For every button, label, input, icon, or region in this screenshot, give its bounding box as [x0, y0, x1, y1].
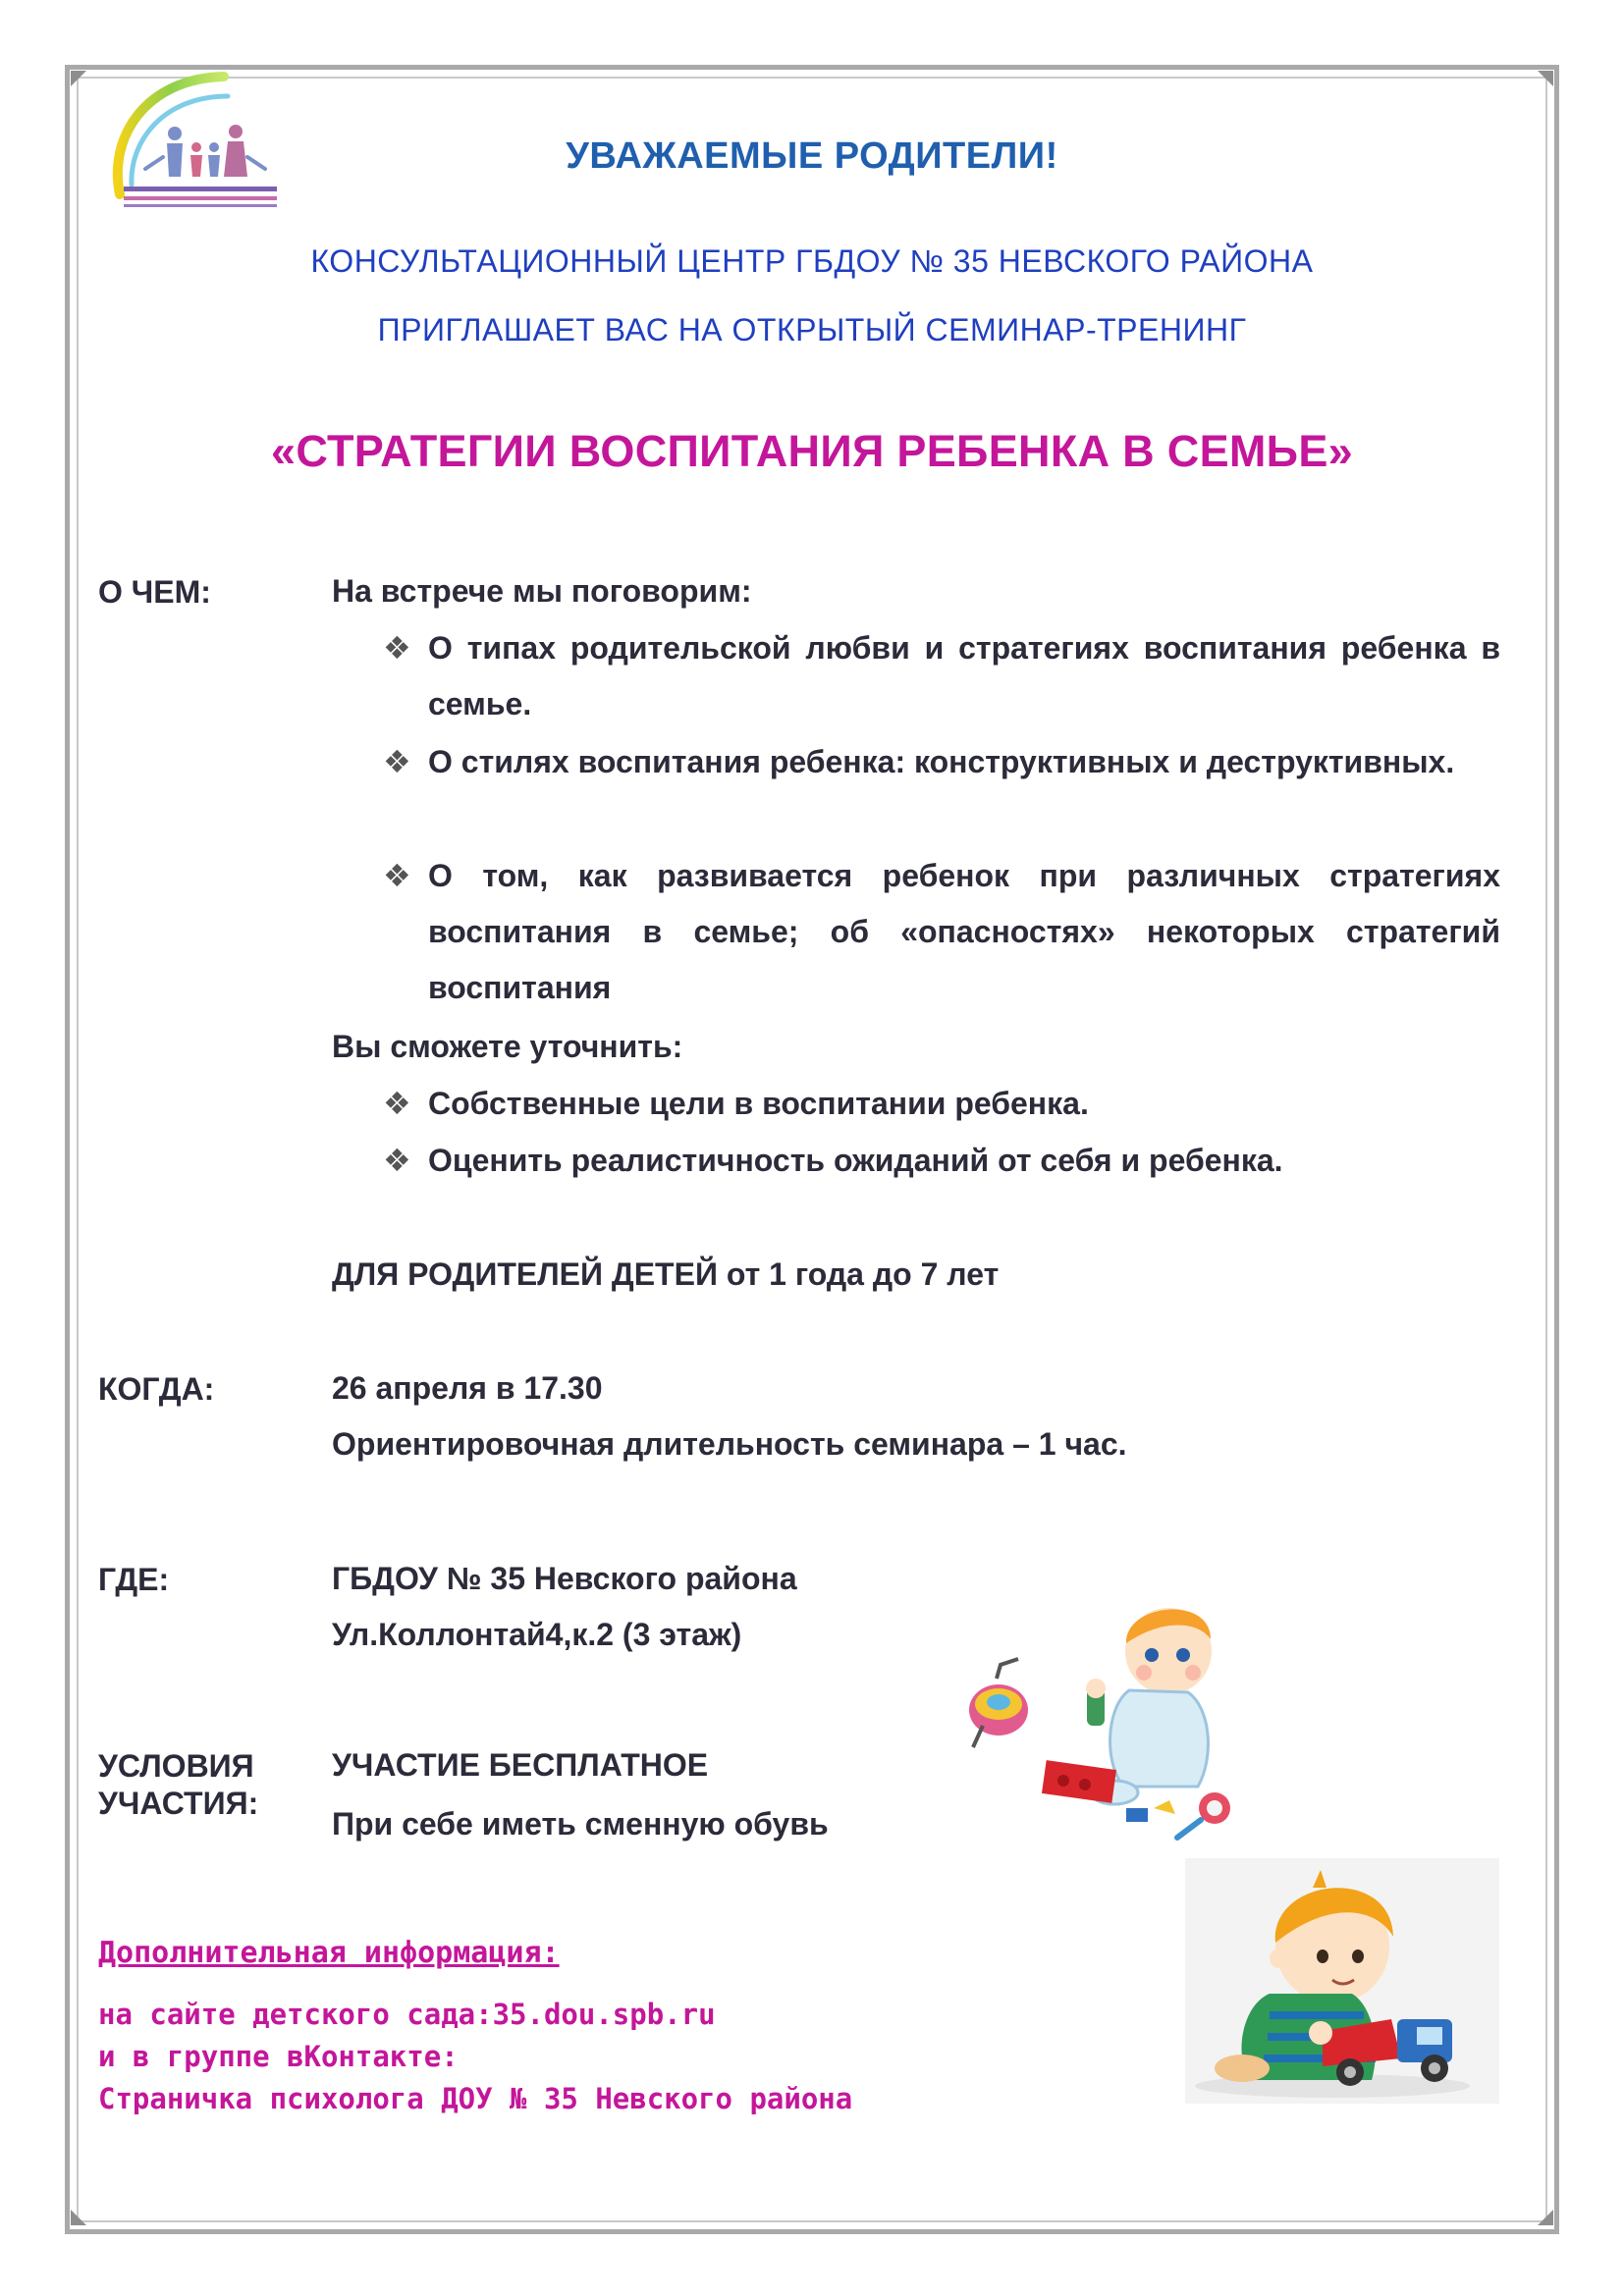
section-label-where: ГДЕ:	[98, 1562, 170, 1597]
frame-corner	[71, 71, 86, 86]
conditions-label-line-2: УЧАСТИЯ:	[98, 1786, 259, 1821]
section-label-when: КОГДА:	[98, 1371, 215, 1407]
extra-info-vk: и в группе вКонтакте:	[98, 2040, 459, 2073]
invite-line-1: КОНСУЛЬТАЦИОННЫЙ ЦЕНТР ГБДОУ № 35 НЕВСКОГО РАЙОНА	[310, 243, 1314, 279]
topic-text: О типах родительской любви и стратегиях воспитания ребенка в семье.	[428, 630, 1500, 721]
clarify-intro: Вы сможете уточнить:	[332, 1029, 683, 1064]
boy-with-toy-truck-icon	[1185, 1858, 1499, 2104]
topic-text: О том, как развивается ребенок при различных стратегиях воспитания в семье; об «опасностях» некоторых стратегий воспитания	[428, 858, 1500, 1005]
bullet-diamond-icon: ❖	[383, 1086, 411, 1121]
topic-item	[383, 620, 1500, 732]
event-date: 26 апреля в 17.30	[332, 1370, 603, 1406]
clarify-item	[383, 1076, 1500, 1132]
topic-text: О стилях воспитания ребенка: конструктивных и деструктивных.	[428, 744, 1455, 779]
extra-info-psychologist-page: Страничка психолога ДОУ № 35 Невского района	[98, 2082, 853, 2115]
bullet-diamond-icon: ❖	[383, 630, 411, 666]
section-label-about: О ЧЕМ:	[98, 574, 211, 610]
topic-item	[383, 734, 1500, 790]
frame-corner	[1538, 2210, 1553, 2225]
invite-line-2: ПРИГЛАШАЕТ ВАС НА ОТКРЫТЫЙ СЕМИНАР-ТРЕНИНГ	[377, 312, 1247, 347]
conditions-label-line-1: УСЛОВИЯ	[98, 1748, 254, 1784]
event-address: Ул.Коллонтай4,к.2 (3 этаж)	[332, 1617, 742, 1652]
extra-info-heading: Дополнительная информация:	[98, 1936, 560, 1970]
event-duration: Ориентировочная длительность семинара – 1 час.	[332, 1426, 1127, 1462]
greeting-heading: УВАЖАЕМЫЕ РОДИТЕЛИ!	[566, 135, 1058, 177]
bullet-diamond-icon: ❖	[383, 858, 411, 893]
frame-corner	[1538, 71, 1553, 86]
audience-text: ДЛЯ РОДИТЕЛЕЙ ДЕТЕЙ от 1 года до 7 лет	[332, 1256, 1000, 1292]
topic-item	[383, 848, 1500, 1016]
bullet-diamond-icon: ❖	[383, 744, 411, 779]
frame-corner	[71, 2210, 86, 2225]
extra-info-website: на сайте детского сада:35.dou.spb.ru	[98, 1998, 716, 2031]
participation-note: При себе иметь сменную обувь	[332, 1806, 829, 1842]
section-label-conditions	[98, 1747, 258, 1822]
baby-with-toys-icon	[957, 1600, 1262, 1845]
about-intro: На встрече мы поговорим:	[332, 573, 752, 609]
seminar-title: «СТРАТЕГИИ ВОСПИТАНИЯ РЕБЕНКА В СЕМЬЕ»	[271, 426, 1353, 476]
clarify-text: Оценить реалистичность ожиданий от себя и ребенка.	[428, 1143, 1283, 1178]
event-place: ГБДОУ № 35 Невского района	[332, 1561, 797, 1596]
bullet-diamond-icon: ❖	[383, 1143, 411, 1178]
clarify-item	[383, 1133, 1500, 1189]
participation-free: УЧАСТИЕ БЕСПЛАТНОЕ	[332, 1747, 709, 1783]
clarify-text: Собственные цели в воспитании ребенка.	[428, 1086, 1089, 1121]
